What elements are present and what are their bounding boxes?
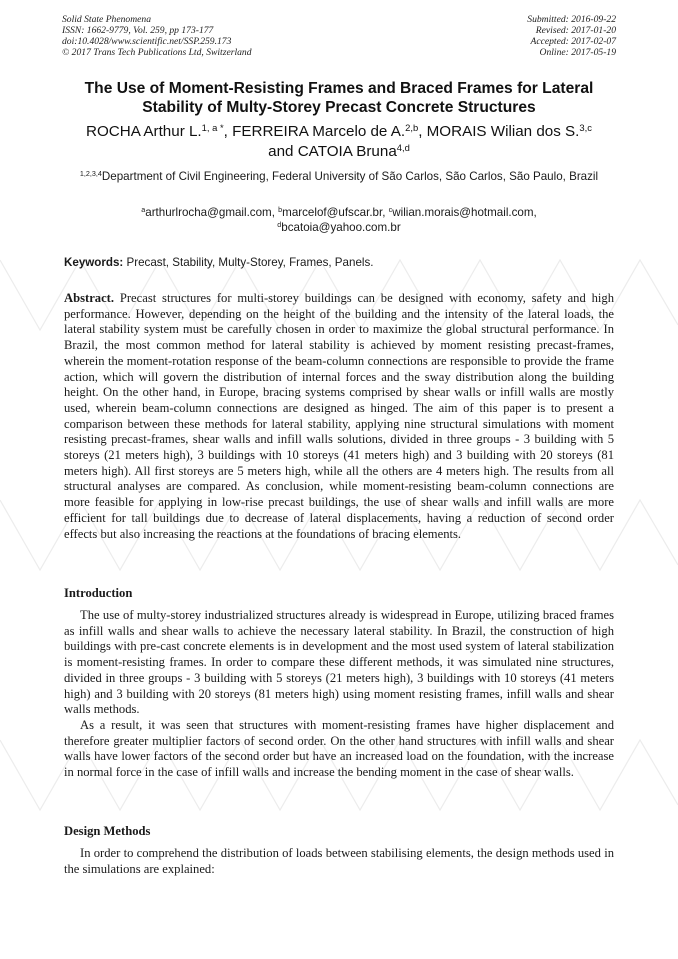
copyright-line: © 2017 Trans Tech Publications Ltd, Switzerland: [62, 47, 252, 58]
design-methods-heading: Design Methods: [64, 824, 151, 838]
introduction-paragraph-1: The use of multy-storey industrialized structures already is widespread in Europe, utilizing braced frames as infill walls and shear walls to achieve the necessary lateral stability. In Brazil, the construction of high buildings with pre-cast concrete elements is in development and the most used system of lateral stabilization is moment-resisting frames. In order to compare these different methods, it was simulated nine structures, divided in three groups - 3 building with 5 storeys (21 meters high), 3 buildings with 10 storeys (41 meters high) and 3 building with 20 storeys (81 meters high) using moment resisting frames, infill walls and shear walls methods.: [64, 608, 614, 717]
email-list: [62, 206, 616, 235]
abstract: [64, 291, 614, 542]
affiliation-sup: 1,2,3,4: [79, 169, 102, 179]
email-4-sup: d: [277, 219, 282, 229]
keywords: [64, 256, 614, 270]
email-2-sup: b: [278, 205, 283, 215]
author-3-sup: 3,c: [579, 121, 592, 133]
email-3-sup: c: [388, 205, 393, 215]
author-3: MORAIS Wilian dos S.: [426, 123, 580, 140]
affiliation: [62, 170, 616, 185]
author-4-sup: 4,d: [396, 141, 410, 153]
author-conjunction: and: [268, 143, 298, 160]
email-4: bcatoia@yahoo.com.br: [281, 220, 401, 234]
accepted-date: Accepted: 2017-02-07: [530, 36, 616, 47]
author-1-sup: 1, a *: [201, 121, 224, 133]
title-line-2: Stability of Multy-Storey Precast Concrete Structures: [142, 99, 536, 116]
issn-line: ISSN: 1662-9779, Vol. 259, pp 173-177: [62, 25, 214, 36]
email-1: arthurlrocha@gmail.com,: [145, 206, 279, 219]
author-list: [60, 122, 618, 162]
keywords-text: Precast, Stability, Multy-Storey, Frames, Panels.: [123, 256, 374, 269]
introduction-heading: Introduction: [64, 586, 133, 600]
email-3: wilian.morais@hotmail.com,: [392, 206, 537, 219]
paper-title: [62, 79, 616, 117]
journal-info: [62, 14, 252, 58]
journal-name: Solid State Phenomena: [62, 14, 151, 25]
author-1: ROCHA Arthur L.: [86, 123, 202, 140]
publication-dates: [527, 14, 616, 58]
author-2: FERREIRA Marcelo de A.: [232, 123, 406, 140]
email-2: marcelof@ufscar.br,: [282, 206, 389, 219]
email-1-sup: a: [141, 205, 146, 215]
doi-line: doi:10.4028/www.scientific.net/SSP.259.173: [62, 36, 232, 47]
revised-date: Revised: 2017-01-20: [535, 25, 616, 36]
title-line-1: The Use of Moment-Resisting Frames and Braced Frames for Lateral: [84, 80, 594, 97]
author-4: CATOIA Bruna: [297, 143, 397, 160]
abstract-label: Abstract.: [64, 291, 115, 305]
online-date: Online: 2017-05-19: [539, 47, 616, 58]
design-methods-paragraph-1: In order to comprehend the distribution of loads between stabilising elements, the design methods used in the simulations are explained:: [64, 846, 614, 876]
affiliation-text: Department of Civil Engineering, Federal University of São Carlos, São Carlos, São Paulo, Brazil: [101, 170, 599, 183]
keywords-label: Keywords:: [64, 256, 124, 269]
author-separator: ,: [223, 123, 233, 140]
introduction-paragraph-2: As a result, it was seen that structures with moment-resisting frames have higher displacement and therefore greater multiplier factors of second order. On the other hand structures with infill walls and shear walls have lower factors of the second order but have an increased load on the foundation, with the increase in normal force in the case of infill walls and increase the bending moment in the case of shear walls.: [64, 718, 614, 780]
submitted-date: Submitted: 2016-09-22: [527, 14, 616, 25]
author-2-sup: 2,b: [405, 121, 419, 133]
abstract-text: Precast structures for multi-storey buildings can be designed with economy, safety and high performance. However, depending on the height of the building and the intensity of the lateral loads, the lateral stability system must be carefully chosen in order to maximize the global structural performance. In Brazil, the most common method for lateral stability is achieved by moment resisting precast-frames, wherein the moment-rotation response of the beam-column connections are responsible to provide the frame action, which will govern the distribution of internal forces and the sway distribution along the building height. On the other hand, in Europe, bracing systems comprised by shear walls or infill walls are mostly used, wherein beam-column connections are designed as hinged. The aim of this paper is to present a comparison between these methods for lateral stability, applying nine structural simulations with moment resisting precast-frames, shear walls and infill walls solutions, divided in three groups - 3 building with 5 storeys (21 meters high), 3 buildings with 10 storeys (41 meters high) and 3 building with 20 storeys (81 meters high). All first storeys are 5 meters high, while all the others are 4 meters high. The results from all structural analyses are compared. As conclusion, while moment-resisting beam-column connections are more feasible for applying in low-rise precast buildings, the use of shear walls and infill walls are more efficient for tall buildings due to decrease of lateral displacements, having a reduction of second order effects but also increasing the reactions at the foundations of bracing elements.: [64, 291, 614, 541]
author-separator: ,: [418, 123, 427, 140]
